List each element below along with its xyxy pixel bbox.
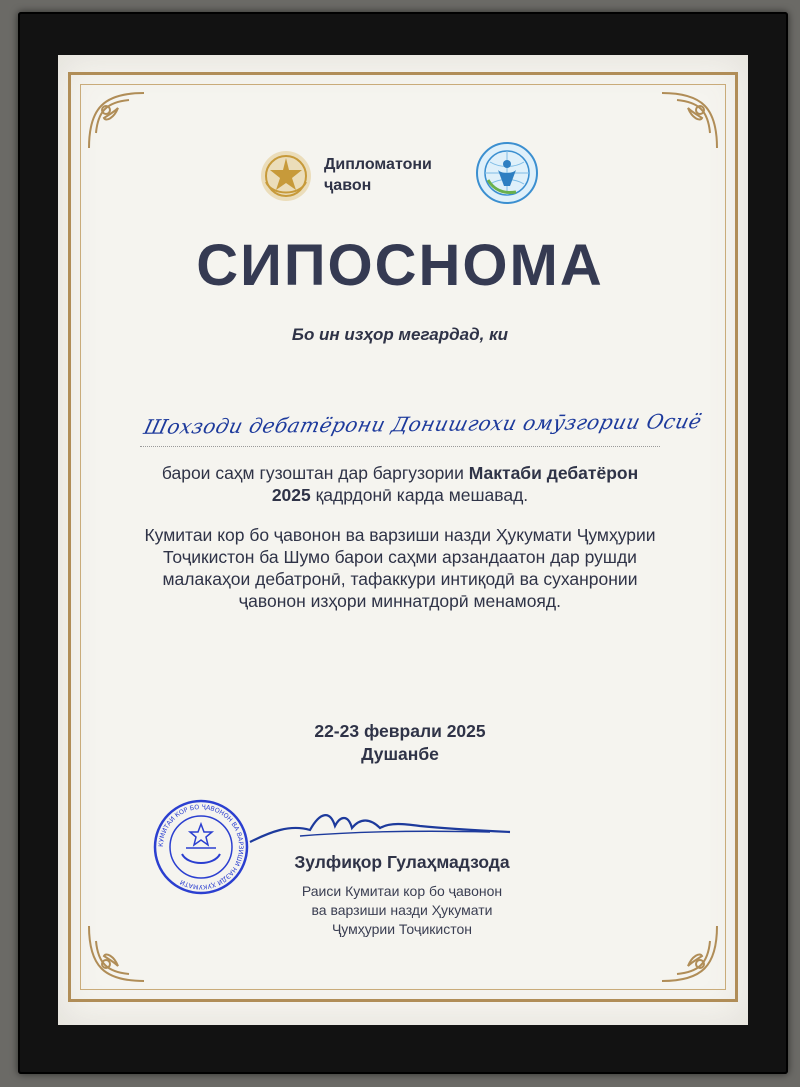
- date-block: [200, 720, 600, 766]
- emblem-logo-icon: [258, 148, 314, 204]
- ornament-top-left-icon: [84, 88, 174, 178]
- signer-title: [252, 882, 552, 939]
- certificate-subtitle: Бо ин изҳор мегардад, ки: [291, 325, 509, 344]
- recipient-underline: [140, 446, 660, 447]
- recipient-handwritten-name: Шохзоди дебатёрони Донишгохи омӯзгории Осиё: [141, 409, 705, 439]
- body-paragraph-2: Кумитаи кор бо ҷавонон ва варзиши назди Ҳукумати Ҷумҳурии Тоҷикистон ба Шумо барои саҳми арзандаатон дар рушди малакаҳои дебатронӣ, тафаккури интиқодӣ ва суханронии ҷавонон изҳори миннатдорӣ менамояд.: [144, 525, 656, 611]
- signer-title-line1: Раиси Кумитаи кор бо ҷавонон: [301, 883, 503, 899]
- org-name-line2: ҷавон: [324, 177, 372, 194]
- body-p1-text-a: барои саҳм гузоштан дар баргузории: [161, 463, 469, 483]
- org-name-line1: Дипломатони: [324, 156, 432, 173]
- globe-logo-icon: [474, 140, 540, 206]
- ornament-bottom-right-icon: [632, 896, 722, 986]
- certificate-title: СИПОСНОМА: [196, 233, 604, 298]
- ornament-bottom-left-icon: [84, 896, 174, 986]
- signer-title-line3: Ҷумҳурии Тоҷикистон: [331, 921, 473, 937]
- signer-name: Зулфиқор Гулаҳмадзода: [294, 852, 510, 872]
- event-city: Душанбе: [361, 744, 439, 764]
- ornament-top-right-icon: [632, 88, 722, 178]
- signer-title-line2: ва варзиши назди Ҳукумати: [311, 902, 493, 918]
- body-p1-text-b: қадрдонӣ карда мешавад.: [310, 485, 529, 505]
- body-p1-bold: Мактаби дебатёрон 2025: [271, 463, 639, 505]
- organization-name: [324, 154, 474, 196]
- body-paragraph-1: [140, 462, 660, 506]
- seal-ring-text: КУМИТАИ КОР БО ҶАВОНОН ВА ВАРЗИШИ НАЗДИ ҲУКУМАТИ: [157, 803, 245, 891]
- event-dates: 22-23 феврали 2025: [314, 721, 486, 741]
